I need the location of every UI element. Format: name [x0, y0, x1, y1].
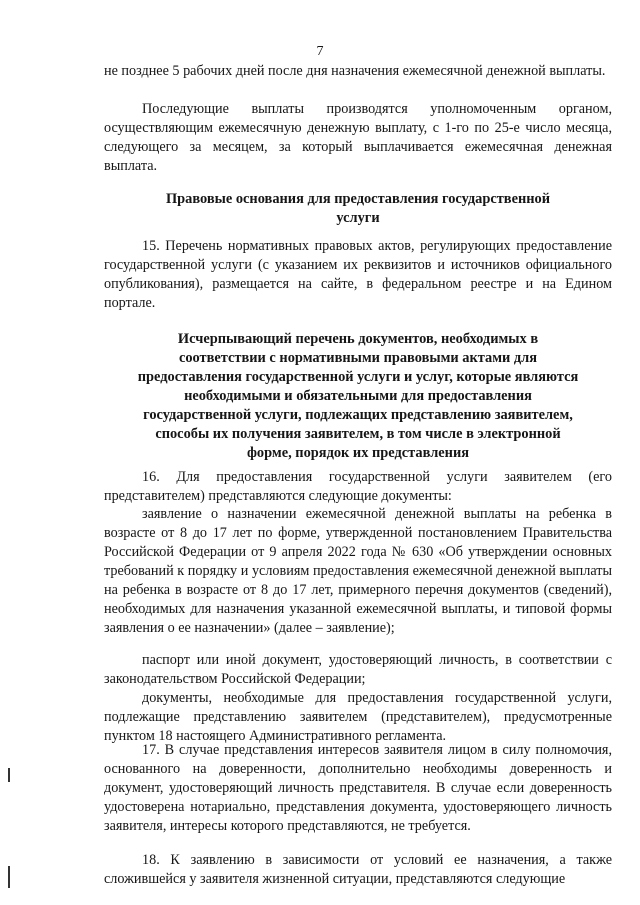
- paragraph-subsequent-payments: Последующие выплаты производятся уполномоченным органом, осуществляющим ежемесячную денежную выплату, с 1-го по 25-е число месяца, следующего за месяцем, за который выплачивается ежемесячная денежная выплата.: [104, 101, 612, 174]
- page-number: 7: [316, 44, 324, 59]
- paragraph-15: 15. Перечень нормативных правовых актов, регулирующих предоставление государственной услуги (с указанием их реквизитов и источников официального опубликования), размещается на сайте, в федеральном реестре и на Едином портале.: [104, 238, 612, 311]
- margin-scan-mark: [8, 768, 10, 782]
- paragraph-16-passport: паспорт или иной документ, удостоверяющий личность, в соответствии с законодательством Российской Федерации;: [104, 652, 612, 687]
- paragraph-18: 18. К заявлению в зависимости от условий ее назначения, а также сложившейся у заявителя жизненной ситуации, представляются следующие: [104, 852, 612, 887]
- paragraph-17: 17. В случае представления интересов заявителя лицом в силу полномочия, основанного на доверенности, дополнительно необходимы доверенность и документ, удостоверяющий личность представителя. В случае если доверенность удостоверена нотариально, представления документа, удостоверяющего личность заявителя, интересы которого представляются, не требуется.: [104, 742, 612, 834]
- paragraph-16: 16. Для предоставления государственной услуги заявителем (его представителем) представляются следующие документы:: [104, 469, 612, 504]
- paragraph-continuation: не позднее 5 рабочих дней после дня назначения ежемесячной денежной выплаты.: [104, 63, 606, 79]
- paragraph-16-application: заявление о назначении ежемесячной денежной выплаты на ребенка в возрасте от 8 до 17 лет по форме, утвержденной постановлением Правительства Российской Федерации от 9 апреля 2022 года № 630 «Об утверждении основных требований к порядку и условиям предоставления ежемесячной денежной выплаты на ребенка в возрасте от 8 до 17 лет, примерного перечня документов (сведений), необходимых для назначения указанной ежемесячной выплаты, и типовой формы заявления о ее назначении» (далее – заявление);: [104, 506, 612, 636]
- paragraph-16-documents: документы, необходимые для предоставления государственной услуги, подлежащие представлению заявителем (представителем), предусмотренные пунктом 18 настоящего Административного регламента.: [104, 690, 612, 744]
- heading-legal-basis: Правовые основания для предоставления государственной услуги: [165, 191, 551, 226]
- margin-scan-mark: [8, 866, 10, 888]
- heading-documents-list: Исчерпывающий перечень документов, необходимых в соответствии с нормативными правовыми актами для предоставления государственной услуги и услуг, которые являются необходимыми и обязательными для предоставления государственной услуги, подлежащих представлению заявителем, способы их получения заявителем, в том числе в электронной форме, порядок их представления: [137, 331, 579, 461]
